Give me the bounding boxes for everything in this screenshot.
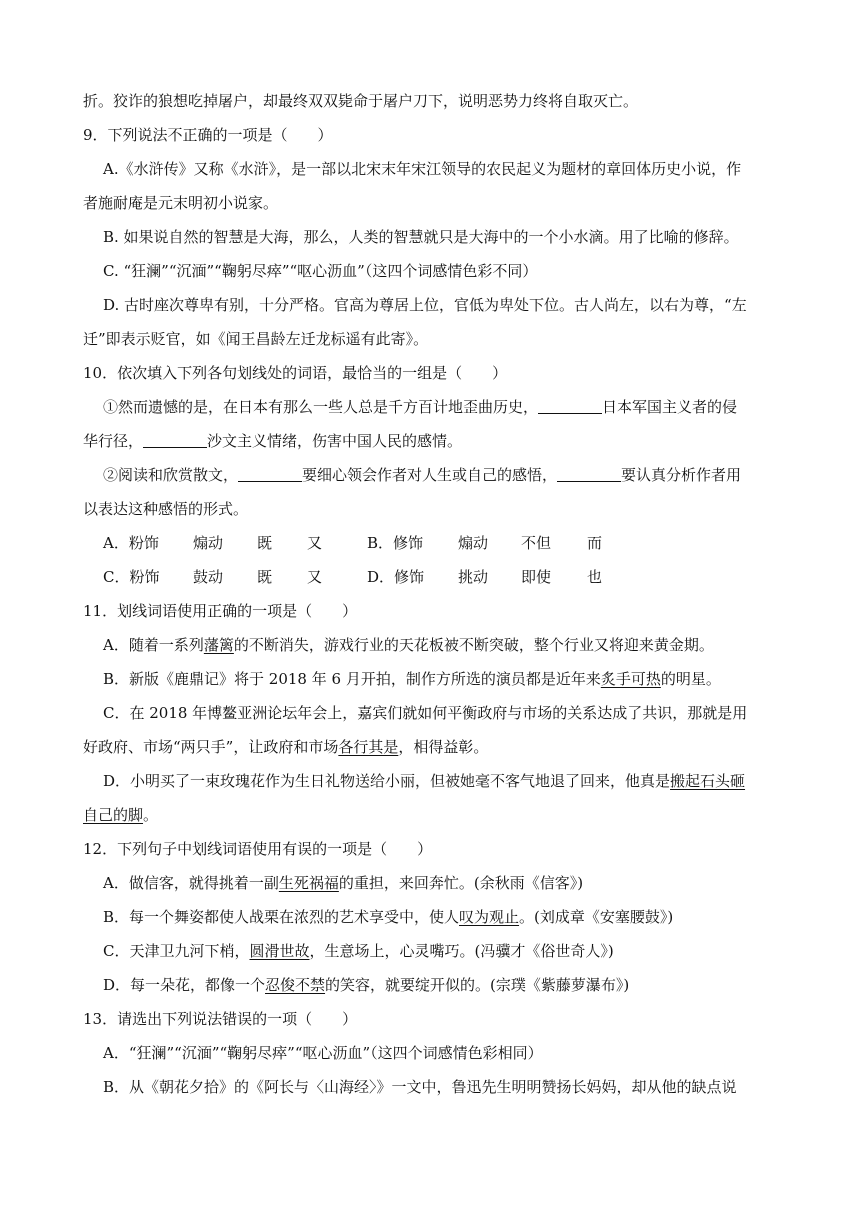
sentence-text: ①然而遗憾的是，在日本有那么一些人总是千方百计地歪曲历史， xyxy=(103,398,539,416)
sentence-text: 的重担，来回奔忙。(余秋雨《信客》) xyxy=(338,874,584,892)
question-11-option-d-cont xyxy=(83,804,158,826)
sentence-text: 。(刘成章《安塞腰鼓》) xyxy=(519,908,674,926)
sentence-text: 的笑容，就要绽开似的。(宗璞《紫藤萝瀑布》) xyxy=(325,976,630,994)
option-label: A．粉饰 xyxy=(103,534,159,552)
question-9-option-d: D. 古时座次尊卑有别，十分严格。官高为尊居上位，官低为卑处下位。古人尚左，以右为尊，“左 xyxy=(103,296,747,314)
sentence-text: D．每一朵花，都像一个 xyxy=(103,976,266,994)
question-9-option-c: C. “狂澜”“沉湎”“鞠躬尽瘁”“呕心沥血”（这四个词感情色彩不同） xyxy=(103,262,538,280)
question-10-sentence-1 xyxy=(103,396,737,418)
option-word: 煽动 xyxy=(193,534,224,552)
question-13-option-b: B．从《朝花夕拾》的《阿长与〈山海经〉》一文中，鲁迅先生明明赞扬长妈妈，却从他的缺点说 xyxy=(103,1078,737,1096)
sentence-text: 要认真分析作者用 xyxy=(621,466,742,484)
option-word: 既 xyxy=(257,568,273,586)
sentence-text: B．每一个舞姿都使人战栗在浓烈的艺术享受中，使人 xyxy=(103,908,460,926)
sentence-text: 要细心领会作者对人生或自己的感悟， xyxy=(302,466,558,484)
underlined-word: 藩篱 xyxy=(203,636,234,654)
question-9-option-a-cont: 者施耐庵是元末明初小说家。 xyxy=(83,194,279,212)
sentence-text: 好政府、市场“两只手”，让政府和市场 xyxy=(83,738,339,756)
question-12-option-d xyxy=(103,974,629,996)
question-11-option-c: C．在 2018 年博鳌亚洲论坛年会上，嘉宾们就如何平衡政府与市场的关系达成了共识，那就是用 xyxy=(103,704,748,722)
question-12-option-c xyxy=(103,940,614,962)
question-11-stem: 11．划线词语使用正确的一项是（ ） xyxy=(83,602,358,620)
sentence-text: 的明星。 xyxy=(660,670,721,688)
question-9-option-a: A.《水浒传》又称《水浒》，是一部以北宋末年宋江领导的农民起义为题材的章回体历史小说，作 xyxy=(103,160,742,178)
question-10-sentence-2-cont: 以表达这种感悟的形式。 xyxy=(83,500,249,518)
option-word: 挑动 xyxy=(458,568,489,586)
question-11-option-c-cont xyxy=(83,736,488,758)
underlined-word: 圆滑世故 xyxy=(249,942,310,960)
sentence-text: ，生意场上，心灵嘴巧。(冯骥才《俗世奇人》) xyxy=(309,942,614,960)
sentence-text: 沙文主义情绪，伤害中国人民的感情。 xyxy=(207,432,463,450)
question-12-stem: 12．下列句子中划线词语使用有误的一项是（ ） xyxy=(83,840,433,858)
option-word: 也 xyxy=(587,568,603,586)
question-12-option-b xyxy=(103,906,673,928)
question-10-sentence-1-cont xyxy=(83,430,462,452)
underlined-word: 各行其是 xyxy=(338,738,399,756)
question-11-option-a xyxy=(103,634,714,656)
question-9-option-d-cont: 迁”即表示贬官，如《闻王昌龄左迁龙标遥有此寄》。 xyxy=(83,330,429,348)
sentence-text: 。 xyxy=(143,806,159,824)
sentence-text: B．新版《鹿鼎记》将于 2018 年 6 月开拍，制作方所选的演员都是近年来 xyxy=(103,670,601,688)
question-9-stem: 9．下列说法不正确的一项是（ ） xyxy=(83,126,333,144)
option-word: 又 xyxy=(307,568,323,586)
option-word: 鼓动 xyxy=(193,568,224,586)
underlined-word: 炙手可热 xyxy=(600,670,661,688)
question-12-option-a xyxy=(103,872,583,894)
sentence-text: 华行径， xyxy=(83,432,144,450)
question-13-option-a: A．“狂澜”“沉湎”“鞠躬尽瘁”“呕心沥血”（这四个词感情色彩相同） xyxy=(103,1044,543,1062)
sentence-text: A．做信客，就得挑着一副 xyxy=(103,874,279,892)
option-word: 又 xyxy=(307,534,323,552)
fill-blank xyxy=(143,431,207,448)
underlined-word: 叹为观止 xyxy=(459,908,520,926)
question-11-option-d xyxy=(103,770,745,792)
question-13-stem: 13．请选出下列说法错误的一项（ ） xyxy=(83,1010,358,1028)
underlined-word: 自己的脚 xyxy=(83,806,144,824)
option-word: 既 xyxy=(257,534,273,552)
option-label: C．粉饰 xyxy=(103,568,160,586)
underlined-word: 忍俊不禁 xyxy=(265,976,326,994)
question-10-sentence-2 xyxy=(103,464,741,486)
sentence-text: ②阅读和欣赏散文， xyxy=(103,466,239,484)
option-label: B．修饰 xyxy=(367,534,424,552)
sentence-text: 的不断消失，游戏行业的天花板被不断突破，整个行业又将迎来黄金期。 xyxy=(233,636,714,654)
fill-blank xyxy=(557,465,621,482)
question-9-option-b: B. 如果说自然的智慧是大海，那么，人类的智慧就只是大海中的一个小水滴。用了比喻的修辞。 xyxy=(103,228,739,246)
option-label: D．修饰 xyxy=(367,568,425,586)
fill-blank xyxy=(238,465,302,482)
option-word: 煽动 xyxy=(458,534,489,552)
sentence-text: A．随着一系列 xyxy=(103,636,204,654)
fill-blank xyxy=(538,397,602,414)
text-line: 折。狡诈的狼想吃掉屠户，却最终双双毙命于屠户刀下，说明恶势力终将自取灭亡。 xyxy=(83,92,639,110)
question-11-option-b xyxy=(103,668,721,690)
sentence-text: C．天津卫九河下梢， xyxy=(103,942,250,960)
option-word: 不但 xyxy=(521,534,552,552)
sentence-text: 日本军国主义者的侵 xyxy=(602,398,738,416)
sentence-text: D．小明买了一束玫瑰花作为生日礼物送给小丽，但被她毫不客气地退了回来，他真是 xyxy=(103,772,671,790)
option-word: 即使 xyxy=(521,568,552,586)
underlined-word: 搬起石头砸 xyxy=(670,772,746,790)
option-word: 而 xyxy=(587,534,603,552)
sentence-text: ，相得益彰。 xyxy=(398,738,489,756)
underlined-word: 生死祸福 xyxy=(278,874,339,892)
question-10-stem: 10．依次填入下列各句划线处的词语，最恰当的一组是（ ） xyxy=(83,364,508,382)
